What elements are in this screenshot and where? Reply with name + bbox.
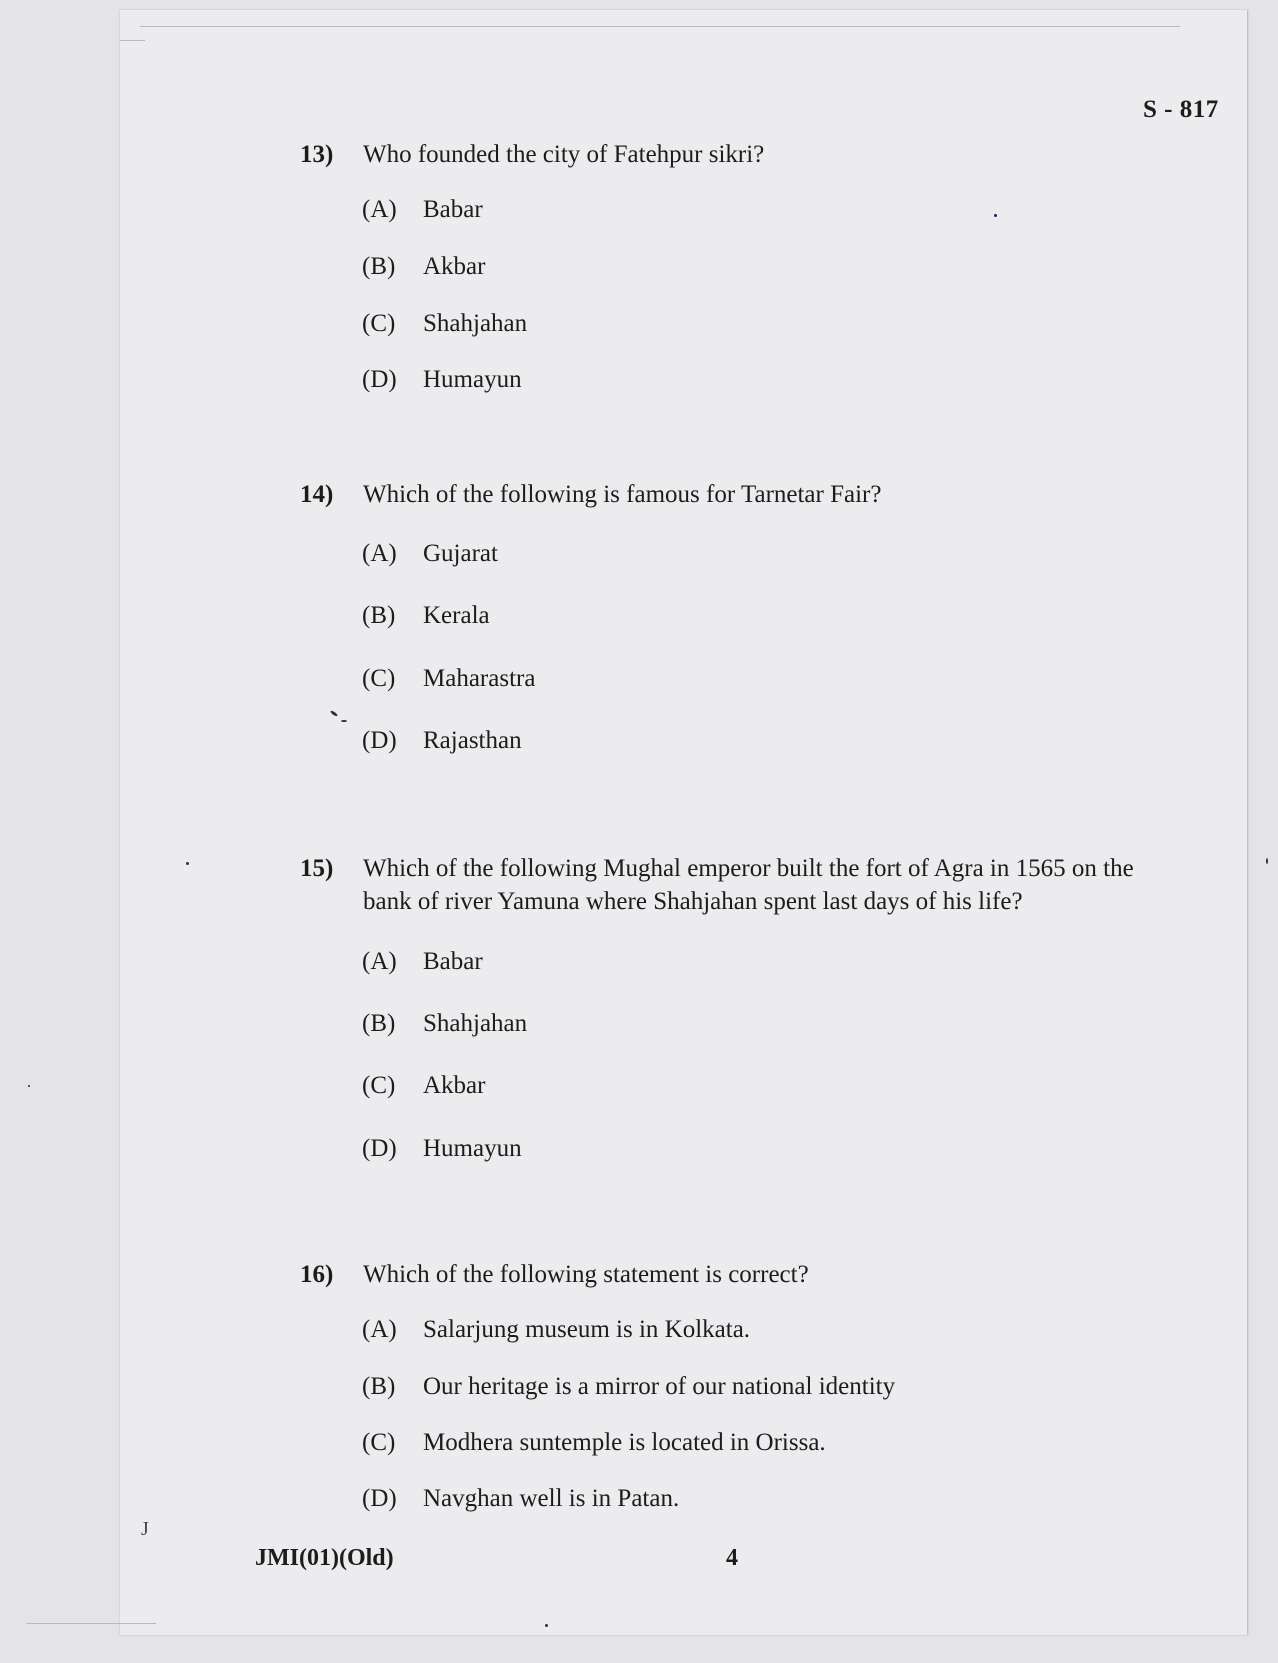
option-d — [362, 365, 522, 395]
option-letter: (C) — [362, 310, 396, 337]
option-letter: (A) — [362, 1316, 397, 1343]
page-number: 4 — [726, 1545, 738, 1571]
option-text: Babar — [423, 948, 483, 975]
margin-mark: J — [141, 1518, 149, 1540]
question-text: Which of the following statement is correct? — [363, 1261, 809, 1288]
option-letter: (A) — [362, 196, 397, 223]
option-b — [362, 1009, 527, 1039]
scan-speck — [1266, 858, 1268, 864]
scan-speck — [186, 862, 189, 865]
scan-speck — [994, 214, 997, 217]
option-c — [362, 309, 527, 339]
question-16 — [300, 1258, 1180, 1512]
option-text: Akbar — [423, 1072, 486, 1099]
sheet-edge-right — [1247, 10, 1248, 1635]
sheet-edge-top — [140, 26, 1180, 27]
question-15 — [300, 852, 1168, 1162]
option-text: Babar — [423, 196, 483, 223]
option-letter: (D) — [362, 1485, 397, 1512]
question-13 — [300, 138, 1180, 393]
question-14 — [300, 478, 1180, 754]
option-letter: (C) — [362, 665, 396, 692]
option-c — [362, 1428, 826, 1458]
paper-code: S - 817 — [1143, 96, 1219, 123]
option-text: Maharastra — [423, 665, 536, 692]
option-c — [362, 1071, 485, 1101]
option-letter: (B) — [362, 1010, 396, 1037]
sheet-edge-bottom — [26, 1623, 156, 1624]
option-b — [362, 252, 485, 282]
option-d — [362, 1134, 522, 1164]
option-letter: (C) — [362, 1072, 396, 1099]
option-letter: (D) — [362, 1135, 397, 1162]
option-text: Shahjahan — [423, 1010, 528, 1037]
option-a — [362, 947, 483, 977]
option-a — [362, 195, 483, 225]
question-text: Which of the following is famous for Tarnetar Fair? — [363, 481, 882, 508]
option-text: Humayun — [423, 1135, 522, 1162]
question-number: 15) — [300, 855, 334, 882]
question-number: 13) — [300, 141, 334, 168]
exam-code: JMI(01)(Old) — [255, 1545, 394, 1571]
option-b — [362, 1372, 895, 1402]
question-number: 16) — [300, 1261, 334, 1288]
option-letter: (B) — [362, 253, 396, 280]
option-a — [362, 539, 498, 569]
scan-speck — [341, 720, 347, 722]
option-text: Humayun — [423, 366, 522, 393]
question-text: Which of the following Mughal emperor built the fort of Agra in 1565 on the bank of river Yamuna where Shahjahan spent last days of his life? — [363, 855, 1134, 915]
option-text: Kerala — [423, 602, 490, 629]
option-text: Akbar — [423, 253, 486, 280]
scan-speck — [28, 1085, 30, 1087]
option-letter: (A) — [362, 948, 397, 975]
option-text: Modhera suntemple is located in Orissa. — [423, 1429, 826, 1456]
question-number: 14) — [300, 481, 334, 508]
scan-speck — [545, 1624, 548, 1627]
sheet-edge-top-left — [120, 40, 145, 41]
option-text: Gujarat — [423, 540, 498, 567]
option-c — [362, 664, 535, 694]
option-letter: (C) — [362, 1429, 396, 1456]
question-text: Who founded the city of Fatehpur sikri? — [363, 141, 765, 168]
option-text: Rajasthan — [423, 727, 522, 754]
option-letter: (D) — [362, 366, 397, 393]
option-letter: (B) — [362, 602, 396, 629]
option-letter: (A) — [362, 540, 397, 567]
option-b — [362, 601, 490, 631]
option-text: Our heritage is a mirror of our national identity — [423, 1373, 896, 1400]
option-letter: (D) — [362, 727, 397, 754]
option-a — [362, 1315, 750, 1345]
option-text: Shahjahan — [423, 310, 528, 337]
option-letter: (B) — [362, 1373, 396, 1400]
option-text: Salarjung museum is in Kolkata. — [423, 1316, 751, 1343]
option-d — [362, 1484, 679, 1514]
option-text: Navghan well is in Patan. — [423, 1485, 680, 1512]
option-d — [362, 726, 522, 756]
